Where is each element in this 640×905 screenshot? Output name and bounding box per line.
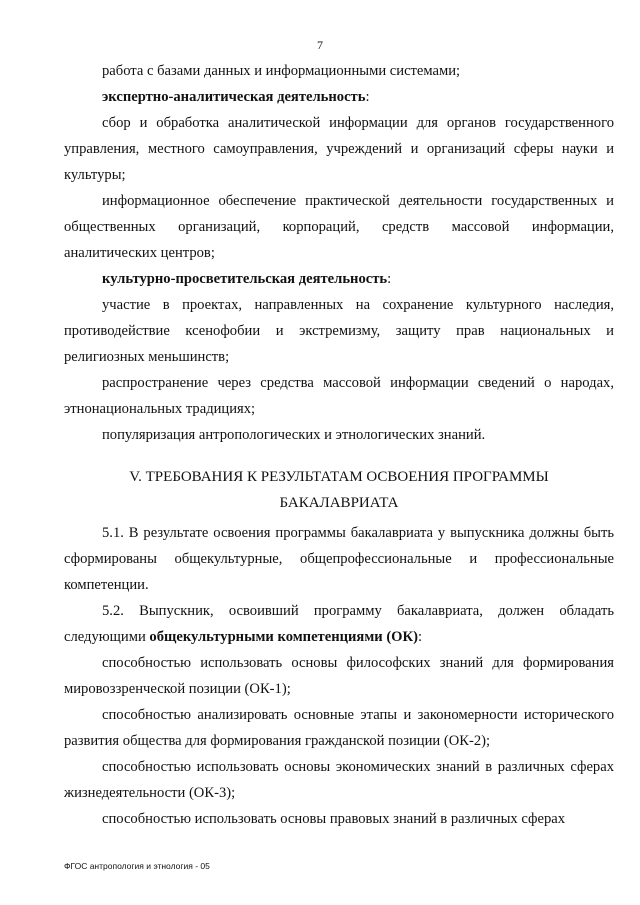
expert-activity-colon: :	[365, 89, 370, 105]
paragraph-5-2-colon: :	[417, 629, 423, 645]
paragraph-5-2	[64, 598, 614, 650]
paragraph-expert-activity	[64, 84, 614, 110]
competency-ok-4-partial: способностью использовать основы правовых знаний в различных сферах	[102, 811, 566, 827]
section-heading	[64, 464, 614, 516]
competency-ok-3: способностью использовать основы экономических знаний в различных сферах жизнедеятельности (ОК-3);	[64, 759, 614, 801]
paragraph-info-support: информационное обеспечение практической деятельности государственных и общественных организаций, корпораций, средств массовой информации, аналитических центров;	[64, 193, 614, 261]
cultural-activity-title: культурно-просветительская деятельность	[102, 271, 388, 287]
paragraph-analytic-info: сбор и обработка аналитической информации для органов государственного управления, местного самоуправления, учреждений и организаций сферы науки и культуры;	[64, 115, 614, 183]
paragraph-5-1: 5.1. В результате освоения программы бакалавриата у выпускника должны быть сформированы общекультурные, общепрофессиональные и профессиональные компетенции.	[64, 525, 614, 593]
general-cultural-competencies-term: общекультурными компетенциями (ОК)	[149, 629, 418, 645]
paragraph-cultural-activity	[64, 266, 614, 292]
expert-activity-title: экспертно-аналитическая деятельность	[102, 89, 366, 105]
footer-document-code: ФГОС антропология и этнология - 05	[64, 861, 210, 871]
competency-ok-1: способностью использовать основы философских знаний для формирования мировоззренческой позиции (ОК-1);	[64, 655, 614, 697]
paragraph-5-2-text: 5.2. Выпускник, освоивший программу бакалавриата, должен обладать следующими	[64, 603, 614, 645]
section-heading-line1: V. ТРЕБОВАНИЯ К РЕЗУЛЬТАТАМ ОСВОЕНИЯ ПРОГРАММЫ	[129, 469, 549, 485]
paragraph-heritage-projects: участие в проектах, направленных на сохранение культурного наследия, противодействие ксенофобии и экстремизму, защиту прав национальных и религиозных меньшинств;	[64, 297, 614, 365]
section-heading-line2: БАКАЛАВРИАТА	[279, 495, 399, 511]
paragraph-popularization: популяризация антропологических и этнологических знаний.	[102, 427, 486, 443]
cultural-activity-colon: :	[387, 271, 392, 287]
page-number: 7	[317, 38, 323, 52]
paragraph-databases: работа с базами данных и информационными системами;	[102, 63, 461, 79]
competency-ok-2: способностью анализировать основные этапы и закономерности исторического развития общества для формирования гражданской позиции (ОК-2);	[64, 707, 614, 749]
document-body	[64, 58, 614, 832]
paragraph-media-distribution: распространение через средства массовой информации сведений о народах, этнонациональных традициях;	[64, 375, 614, 417]
